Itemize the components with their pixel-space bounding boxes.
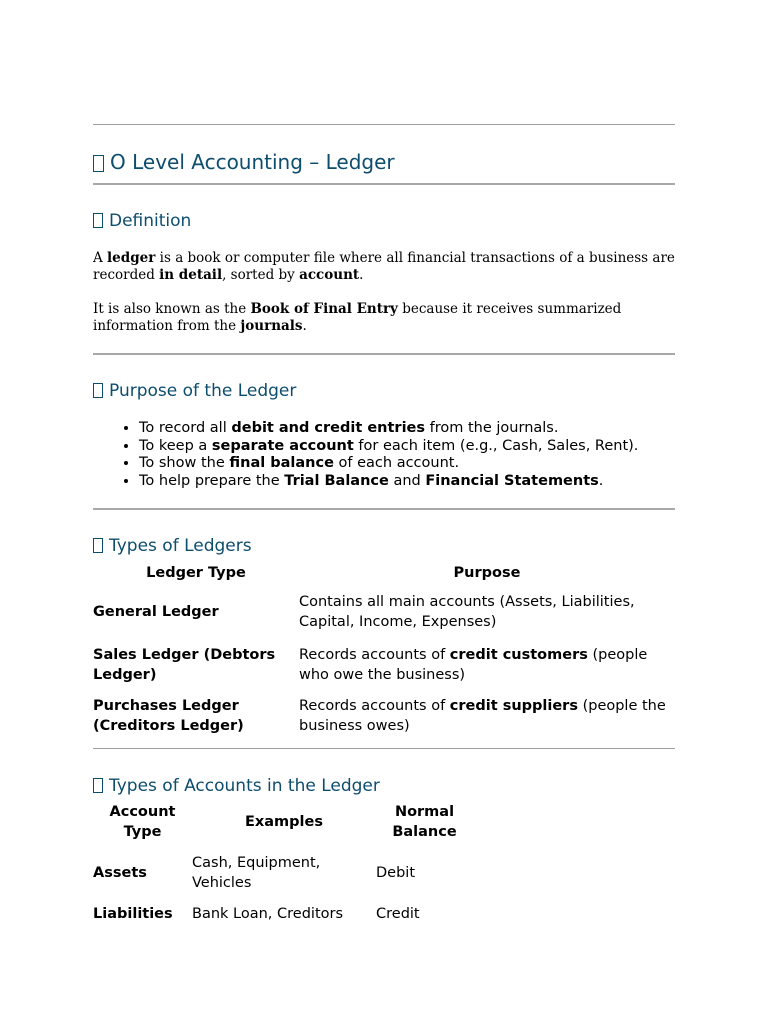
table-row	[93, 585, 675, 639]
missing-glyph-icon	[93, 383, 103, 398]
title-divider	[93, 183, 675, 185]
account-types-table	[93, 800, 473, 926]
list-item: • To keep a separate account for each item (e.g., Cash, Sales, Rent).	[139, 438, 675, 456]
ledger-types-heading: Types of Ledgers	[93, 535, 675, 557]
definition-paragraph-2: It is also known as the Book of Final Entry because it receives summarized information from the journals.	[93, 301, 622, 334]
ledger-type-cell: General Ledger	[93, 604, 219, 620]
table-row	[93, 844, 473, 902]
account-examples-cell: Bank Loan, Creditors	[192, 906, 344, 922]
page-title	[93, 150, 675, 174]
ledger-purpose-cell: Contains all main accounts (Assets, Liabilities, Capital, Income, Expenses)	[299, 594, 635, 630]
ledger-types-table	[93, 560, 675, 741]
list-item: • To help prepare the Trial Balance and Financial Statements.	[139, 473, 675, 491]
missing-glyph-icon	[93, 538, 103, 553]
table-header-row	[93, 800, 473, 844]
account-type-cell: Assets	[93, 865, 147, 881]
column-header: Examples	[245, 814, 323, 830]
definition-divider	[93, 353, 675, 355]
list-item: • To show the final balance of each account.	[139, 455, 675, 473]
page-title-text: O Level Accounting – Ledger	[110, 150, 395, 174]
column-header: Ledger Type	[146, 564, 246, 581]
account-balance-cell: Credit	[376, 906, 420, 922]
table-header-row	[93, 560, 675, 585]
account-types-heading: Types of Accounts in the Ledger	[93, 775, 675, 797]
column-header: Purpose	[453, 564, 521, 581]
column-header: Account Type	[109, 804, 176, 840]
ledger-types-divider	[93, 748, 675, 749]
ledger-purpose-cell: Records accounts of credit customers (people who owe the business)	[299, 646, 648, 683]
account-balance-cell: Debit	[376, 865, 416, 881]
purpose-heading: Purpose of the Ledger	[93, 380, 675, 402]
purpose-divider	[93, 508, 675, 510]
ledger-type-cell: Purchases Ledger (Creditors Ledger)	[93, 697, 244, 734]
table-row	[93, 902, 473, 926]
account-examples-cell: Cash, Equipment, Vehicles	[192, 855, 321, 891]
missing-glyph-icon	[93, 213, 103, 228]
column-header: Normal Balance	[392, 804, 457, 840]
ledger-purpose-cell: Records accounts of credit suppliers (people the business owes)	[299, 697, 666, 734]
account-type-cell: Liabilities	[93, 906, 173, 922]
missing-glyph-icon	[93, 155, 104, 172]
list-item: • To record all debit and credit entries from the journals.	[139, 420, 675, 438]
table-row	[93, 639, 675, 690]
definition-paragraph-1: A ledger is a book or computer file where all financial transactions of a business are recorded in detail, sorted by account.	[93, 250, 675, 283]
missing-glyph-icon	[93, 778, 103, 793]
table-row	[93, 690, 675, 741]
top-divider	[93, 124, 675, 125]
definition-heading: Definition	[93, 210, 675, 232]
ledger-type-cell: Sales Ledger (Debtors Ledger)	[93, 646, 276, 683]
purpose-list	[93, 420, 675, 490]
